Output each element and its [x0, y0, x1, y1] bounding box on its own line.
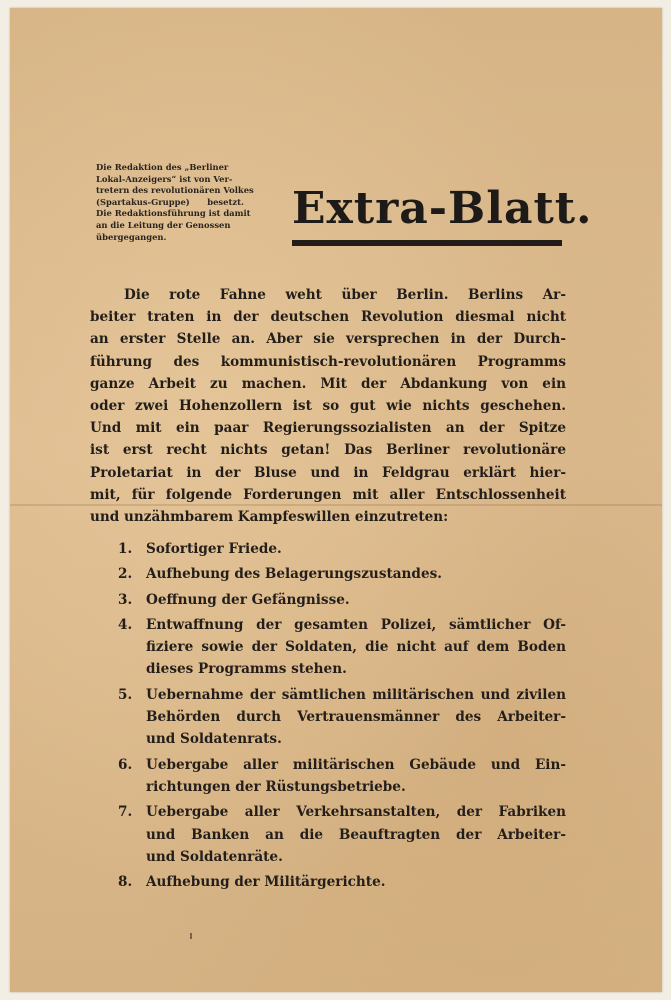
notice-line: Die Redaktionsführung ist damit — [96, 208, 251, 219]
demand-line: fiziere sowie der Soldaten, die nicht auf dem Boden — [146, 639, 566, 656]
demand-number: 6. — [118, 756, 133, 773]
demand-item — [118, 684, 566, 751]
demand-number: 8. — [118, 874, 133, 891]
demand-number: 5. — [118, 686, 133, 703]
body-line: oder zwei Hohenzollern ist so gut wie nichts geschehen. — [90, 398, 566, 415]
demand-line: Uebergabe aller Verkehrsanstalten, der Fabriken — [146, 804, 566, 821]
demand-line: Aufhebung der Militärgerichte. — [146, 874, 386, 891]
notice-line: an die Leitung der Genossen — [96, 219, 231, 230]
body-line: mit, für folgende Forderungen mit aller Entschlossenheit — [90, 486, 566, 503]
demand-item — [118, 589, 566, 611]
demand-number: 3. — [118, 591, 133, 608]
body-line: ist erst recht nichts getan! Das Berliner revolutionäre — [90, 442, 566, 459]
demand-line: Behörden durch Vertrauensmänner des Arbeiter- — [146, 709, 566, 726]
editorial-notice — [96, 162, 280, 243]
body-line: und unzähmbarem Kampfeswillen einzutreten: — [90, 509, 449, 526]
demand-line: Uebernahme der sämtlichen militärischen und zivilen — [146, 686, 566, 703]
demand-number: 4. — [118, 616, 133, 633]
notice-line: (Spartakus-Gruppe) besetzt. — [96, 196, 244, 207]
demand-number: 2. — [118, 566, 133, 583]
notice-line: Die Redaktion des „Berliner — [96, 162, 229, 172]
demand-line: Sofortiger Friede. — [146, 541, 282, 557]
notice-line: tretern des revolutionären Volkes — [96, 185, 254, 196]
demand-item — [118, 754, 566, 799]
notice-line: Lokal-Anzeigers“ ist von Ver- — [96, 173, 233, 184]
demand-item — [118, 538, 566, 560]
demand-line: Entwaffnung der gesamten Polizei, sämtlicher Of- — [146, 616, 566, 633]
demands-list — [118, 538, 566, 896]
demand-line: und Soldatenräte. — [146, 848, 283, 865]
demand-line: Uebergabe aller militärischen Gebäude und Ein- — [146, 756, 566, 773]
body-line: führung des kommunistisch-revolutionären Programms — [90, 353, 566, 370]
demand-line: richtungen der Rüstungsbetriebe. — [146, 778, 406, 795]
body-line: an erster Stelle an. Aber sie versprechen in der Durch- — [90, 331, 566, 348]
demand-item — [118, 871, 566, 893]
demand-line: Oeffnung der Gefängnisse. — [146, 591, 350, 608]
body-line: ganze Arbeit zu machen. Mit der Abdankung von ein — [90, 375, 566, 392]
demand-line: dieses Programms stehen. — [146, 661, 347, 678]
paper-speck — [190, 933, 192, 939]
body-line: Proletariat in der Bluse und in Feldgrau erklärt hier- — [90, 464, 566, 481]
demand-number: 7. — [118, 804, 133, 821]
body-line: beiter traten in der deutschen Revolution diesmal nicht — [90, 309, 566, 326]
demand-line: und Banken an die Beauftragten der Arbeiter- — [146, 826, 566, 843]
masthead — [292, 182, 593, 252]
notice-line: übergegangen. — [96, 231, 167, 242]
demand-line: Aufhebung des Belagerungszustandes. — [146, 566, 442, 583]
body-line: Die rote Fahne weht über Berlin. Berlins Ar- — [124, 287, 566, 303]
masthead-title: Extra-Blatt. — [292, 183, 593, 234]
demand-item — [118, 801, 566, 868]
demand-line: und Soldatenrats. — [146, 731, 282, 748]
body-line: Und mit ein paar Regierungssozialisten an der Spitze — [90, 420, 566, 437]
masthead-rule — [292, 240, 562, 246]
demand-item — [118, 563, 566, 585]
demand-item — [118, 614, 566, 681]
proclamation-text — [90, 284, 566, 528]
demand-number: 1. — [118, 541, 133, 557]
